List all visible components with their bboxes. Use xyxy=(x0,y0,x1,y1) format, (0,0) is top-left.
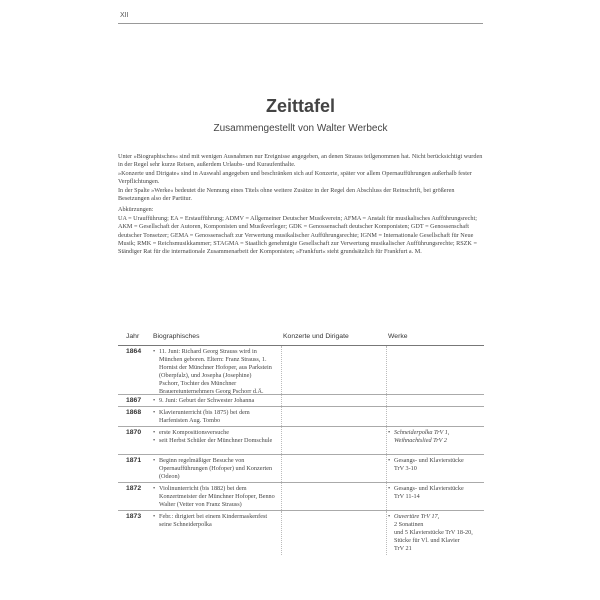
header-rule xyxy=(118,23,483,24)
page-title: Zeittafel xyxy=(265,96,335,116)
row-biographisches xyxy=(153,457,278,481)
row-year: 1867 xyxy=(126,397,142,404)
list-item: Weihnachtslied TrV 2 xyxy=(394,437,447,444)
page-number: XII xyxy=(120,12,129,19)
list-item: • Febr.: dirigiert bei einem Kindermaskenfest seine Schneiderpolka xyxy=(153,513,268,528)
header-konzerte: Konzerte und Dirigate xyxy=(283,333,349,340)
header-werke: Werke xyxy=(388,333,408,340)
list-item: • Gesangs- und Klavierstücke TrV 11-14 xyxy=(388,485,464,500)
list-item: Stücke für Vl. und Klavier xyxy=(394,537,460,544)
row-werke xyxy=(388,513,484,553)
list-item: • Ouvertüre TrV 17, xyxy=(388,513,440,520)
table-row xyxy=(118,426,484,454)
table-row xyxy=(118,345,484,394)
row-biographisches xyxy=(153,429,278,445)
abbreviations-heading: Abkürzungen: xyxy=(118,206,154,214)
table-header xyxy=(118,333,484,345)
row-year: 1872 xyxy=(126,485,142,492)
chronology-table xyxy=(118,333,484,555)
list-item: 2 Sonatinen xyxy=(394,521,424,528)
list-item: und 5 Klavierstücke TrV 18-20, xyxy=(394,529,473,536)
list-item: • Violinunterricht (bis 1882) bei dem Konzertmeister der Münchner Hofoper, Benno Walter (Vetter von Franz Strauss) xyxy=(153,485,275,508)
row-biographisches xyxy=(153,513,278,529)
list-item: • Schneiderpolka TrV 1, xyxy=(388,429,450,436)
table-row xyxy=(118,454,484,482)
row-biographisches xyxy=(153,409,273,425)
list-item: • erste Kompositionsversuche xyxy=(153,429,229,436)
list-item: • Klavierunterricht (bis 1875) bei dem Harfenisten Aug. Tombo xyxy=(153,409,250,424)
row-biographisches xyxy=(153,348,273,396)
abbreviations-text: UA = Uraufführung; EA = Erstaufführung; ADMV = Allgemeiner Deutscher Musikverein; AFMA = Anstalt für musikalisches Aufführungsrecht; AKM = Gesellschaft der Autoren, Komponisten und Musikverleger; GDK = Genossenschaft deutscher Komponisten; GDT = Genossenschaft deutscher Tonsetzer; GEMA = Genossenschaft zur Verwertung musikalischer Aufführungsrechte; IGNM = Internationale Gesellschaft für Neue Musik; RMK = Reichsmusikkammer; STAGMA = Staatlich genehmigte Gesellschaft zur Verwertung musikalischer Aufführungsrechte; RSZK = Ständiger Rat für die internationale Zusammenarbeit der Komponisten; »Frankfurt« steht grundsätzlich für Frankfurt a. M. xyxy=(118,214,477,256)
intro-paragraph-1: Unter »Biographisches« sind mit wenigen Ausnahmen nur Ereignisse angegeben, an denen Strauss teilgenommen hat. Nicht berücksichtigt wurden in der Regel sehr kurze Reisen, außerdem Urlaubs- und Kuraufenthalte. xyxy=(118,153,483,169)
row-werke xyxy=(388,485,468,501)
list-item: • Gesangs- und Klavierstücke TrV 3-10 xyxy=(388,457,464,472)
table-row xyxy=(118,394,484,406)
header-jahr: Jahr xyxy=(126,333,140,340)
row-year: 1868 xyxy=(126,409,142,416)
page-subtitle: Zusammengestellt von Walter Werbeck xyxy=(213,123,388,134)
list-item: • 11. Juni: Richard Georg Strauss wird in München geboren. Eltern: Franz Strauss, 1. Hornist der Münchner Hofoper, aus Parkstein (Oberpfalz), und Josepha (Josephine) Pschorr, Tochter des Münchner Brauereiunternehmers Georg Pschorr d.Ä. xyxy=(153,348,272,395)
row-year: 1870 xyxy=(126,429,142,436)
intro-paragraph-3: In der Spalte »Werke« bedeutet die Nennung eines Titels ohne weitere Zusätze in der Regel den Abschluss der Reinschrift, bei größeren Besetzungen also der Partitur. xyxy=(118,186,455,203)
table-row xyxy=(118,510,484,555)
table-row xyxy=(118,406,484,426)
row-biographisches xyxy=(153,397,313,405)
list-item: • 9. Juni: Geburt der Schwester Johanna xyxy=(153,397,255,404)
row-werke xyxy=(388,429,484,445)
list-item: • seit Herbst Schüler der Münchner Domschule xyxy=(153,437,273,444)
list-item: TrV 21 xyxy=(394,545,412,552)
list-item: • Beginn regelmäßiger Besuche von Opernaufführungen (Hofoper) und Konzerten (Odeon) xyxy=(153,457,273,480)
header-biographisches: Biographisches xyxy=(153,333,200,340)
row-biographisches xyxy=(153,485,278,509)
intro-paragraph-2: »Konzerte und Dirigate« sind in Auswahl angegeben und beschränken sich auf Konzerte, später vor allem Opernaufführungen außerhalb fester Verpflichtungen. xyxy=(118,169,472,186)
row-year: 1864 xyxy=(126,348,142,355)
row-year: 1871 xyxy=(126,457,142,464)
row-year: 1873 xyxy=(126,513,142,520)
row-werke xyxy=(388,457,468,473)
table-row xyxy=(118,482,484,510)
intro-text xyxy=(118,153,484,257)
